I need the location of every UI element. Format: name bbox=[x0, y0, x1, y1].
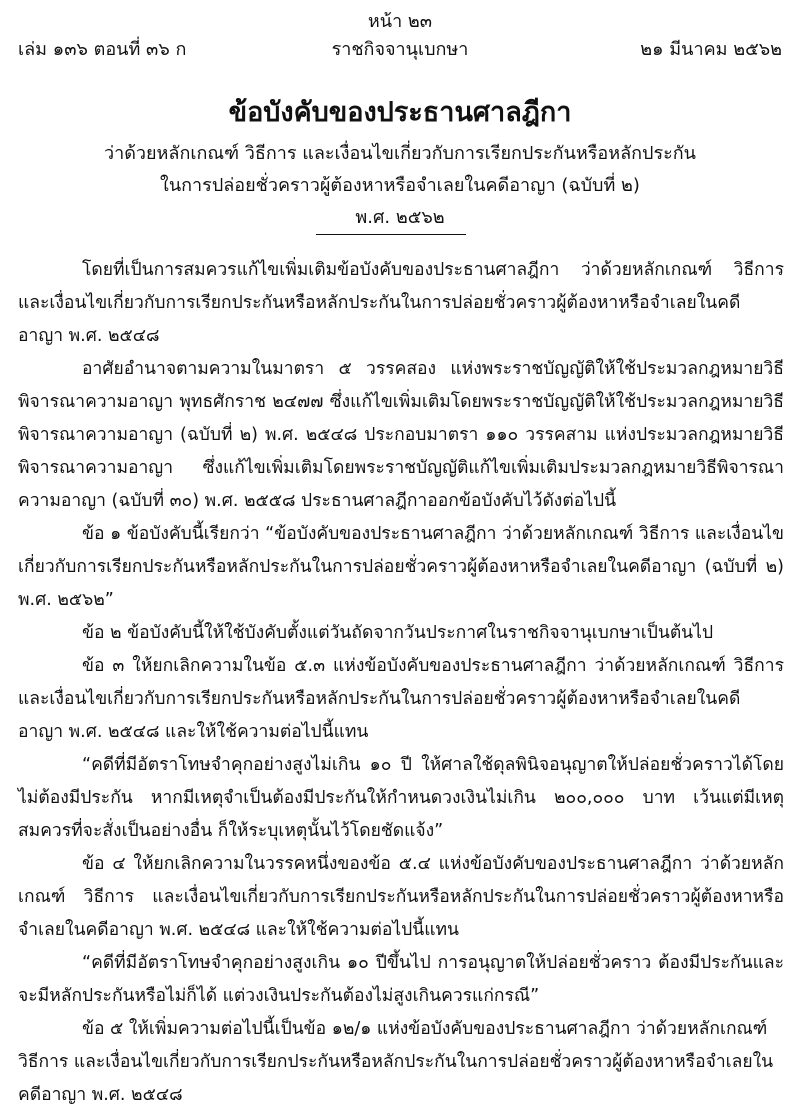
authority-paragraph: อาศัยอำนาจตามความในมาตรา ๕ วรรคสอง แห่งพระราชบัญญัติให้ใช้ประมวลกฎหมายวิธีพิจารณาความอาญา พุทธศักราช ๒๔๗๗ ซึ่งแก้ไขเพิ่มเติมโดยพระราชบัญญัติให้ใช้ประมวลกฎหมายวิธีพิจารณาความอาญา (ฉบับที่ ๒) พ.ศ. ๒๕๔๘ ประกอบมาตรา ๑๑๐ วรรคสาม แห่งประมวลกฎหมายวิธีพิจารณาความอาญา ซึ่งแก้ไขเพิ่มเติมโดยพระราชบัญญัติแก้ไขเพิ่มเติมประมวลกฎหมายวิธีพิจารณาความอาญา (ฉบับที่ ๓๐) พ.ศ. ๒๕๕๘ ประธานศาลฎีกาออกข้อบังคับไว้ดังต่อไปนี้ bbox=[18, 359, 784, 511]
gazette-header bbox=[18, 34, 782, 62]
publication-date: ๒๑ มีนาคม ๒๕๖๒ bbox=[640, 39, 782, 60]
clause-1: ข้อ ๑ ข้อบังคับนี้เรียกว่า “ข้อบังคับของประธานศาลฎีกา ว่าด้วยหลักเกณฑ์ วิธีการ และเงื่อนไขเกี่ยวกับการเรียกประกันหรือหลักประกันในการปล่อยชั่วคราวผู้ต้องหาหรือจำเลยในคดีอาญา (ฉบับที่ ๒) พ.ศ. ๒๕๖๒” bbox=[18, 524, 784, 610]
document-subtitle-2: ในการปล่อยชั่วคราวผู้ต้องหาหรือจำเลยในคดีอาญา (ฉบับที่ ๒) bbox=[160, 175, 640, 196]
volume-issue: เล่ม ๑๓๖ ตอนที่ ๓๖ ก bbox=[18, 39, 187, 60]
clause-5: ข้อ ๕ ให้เพิ่มความต่อไปนี้เป็นข้อ ๑๒/๑ แห่งข้อบังคับของประธานศาลฎีกา ว่าด้วยหลักเกณฑ์ วิธีการ และเงื่อนไขเกี่ยวกับการเรียกประกันหรือหลักประกันในการปล่อยชั่วคราวผู้ต้องหาหรือจำเลยในคดีอาญา พ.ศ. ๒๕๔๘ bbox=[18, 1019, 774, 1105]
clause-2: ข้อ ๒ ข้อบังคับนี้ให้ใช้บังคับตั้งแต่วันถัดจากวันประกาศในราชกิจจานุเบกษาเป็นต้นไป bbox=[82, 623, 714, 643]
clause-4: ข้อ ๔ ให้ยกเลิกความในวรรคหนึ่งของข้อ ๕.๔ แห่งข้อบังคับของประธานศาลฎีกา ว่าด้วยหลักเกณฑ์ วิธีการ และเงื่อนไขเกี่ยวกับการเรียกประกันหรือหลักประกันในการปล่อยชั่วคราวผู้ต้องหาหรือจำเลยในคดีอาญา พ.ศ. ๒๕๔๘ และให้ใช้ความต่อไปนี้แทน bbox=[18, 854, 784, 940]
clause-3: ข้อ ๓ ให้ยกเลิกความในข้อ ๕.๓ แห่งข้อบังคับของประธานศาลฎีกา ว่าด้วยหลักเกณฑ์ วิธีการ และเงื่อนไขเกี่ยวกับการเรียกประกันหรือหลักประกันในการปล่อยชั่วคราวผู้ต้องหาหรือจำเลยในคดีอาญา พ.ศ. ๒๕๔๘ และให้ใช้ความต่อไปนี้แทน bbox=[18, 656, 784, 742]
page-number: หน้า ๒๓ bbox=[367, 11, 433, 32]
preamble-paragraph: โดยที่เป็นการสมควรแก้ไขเพิ่มเติมข้อบังคับของประธานศาลฎีกา ว่าด้วยหลักเกณฑ์ วิธีการ และเงื่อนไขเกี่ยวกับการเรียกประกันหรือหลักประกันในการปล่อยชั่วคราวผู้ต้องหาหรือจำเลยในคดีอาญา พ.ศ. ๒๕๔๘ bbox=[18, 260, 784, 346]
document-title: ข้อบังคับของประธานศาลฎีกา bbox=[228, 97, 572, 128]
clause-3-quote: “คดีที่มีอัตราโทษจำคุกอย่างสูงไม่เกิน ๑๐ ปี ให้ศาลใช้ดุลพินิจอนุญาตให้ปล่อยชั่วคราวได้โดยไม่ต้องมีประกัน หากมีเหตุจำเป็นต้องมีประกันให้กำหนดวงเงินไม่เกิน ๒๐๐,๐๐๐ บาท เว้นแต่มีเหตุสมควรที่จะสั่งเป็นอย่างอื่น ก็ให้ระบุเหตุนั้นไว้โดยชัดแจ้ง” bbox=[18, 755, 784, 841]
publication-name: ราชกิจจานุเบกษา bbox=[331, 39, 469, 60]
title-divider bbox=[316, 234, 466, 235]
document-year: พ.ศ. ๒๕๖๒ bbox=[355, 207, 445, 228]
clause-4-quote: “คดีที่มีอัตราโทษจำคุกอย่างสูงเกิน ๑๐ ปีขึ้นไป การอนุญาตให้ปล่อยชั่วคราว ต้องมีประกันและจะมีหลักประกันหรือไม่ก็ได้ แต่วงเงินประกันต้องไม่สูงเกินควรแก่กรณี” bbox=[18, 953, 784, 1006]
document-body bbox=[18, 254, 784, 1112]
document-subtitle-1: ว่าด้วยหลักเกณฑ์ วิธีการ และเงื่อนไขเกี่ยวกับการเรียกประกันหรือหลักประกัน bbox=[103, 143, 696, 164]
